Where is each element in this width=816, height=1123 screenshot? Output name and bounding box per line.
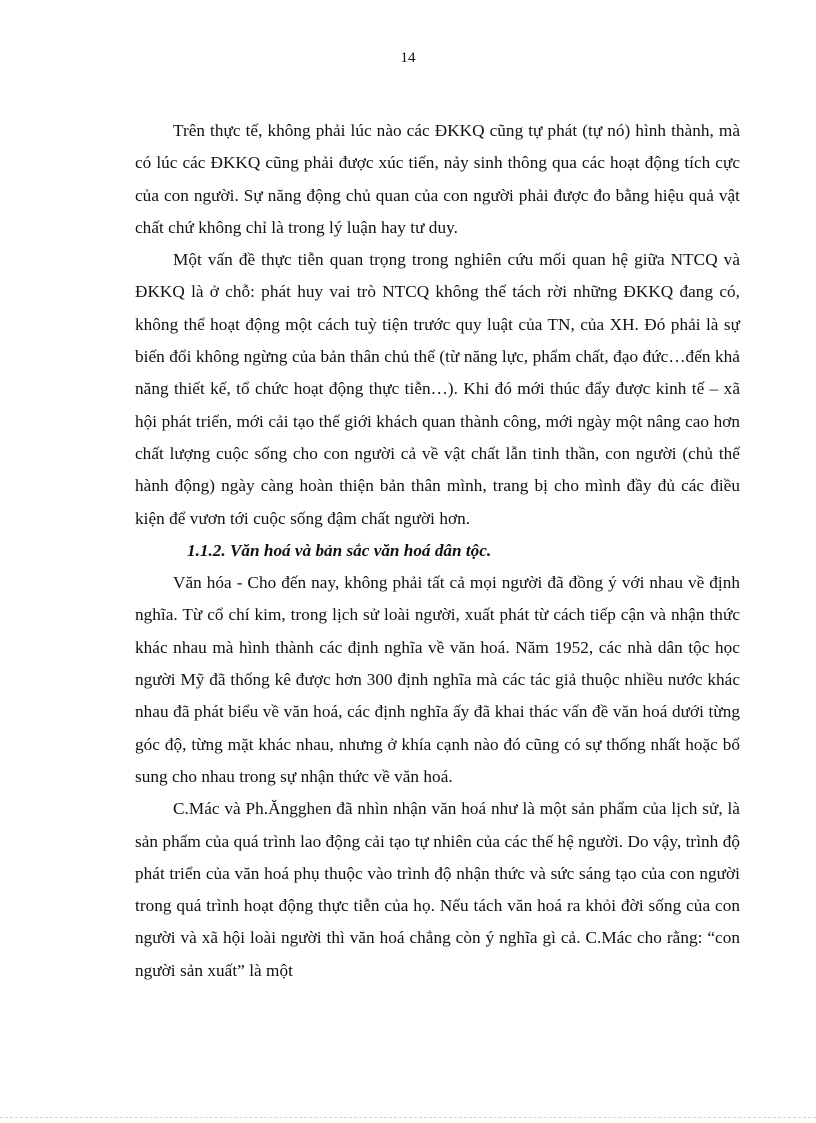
section-heading: 1.1.2. Văn hoá và bản sắc văn hoá dân tộc.	[187, 540, 492, 560]
paragraph-marx-engels: C.Mác và Ph.Ăngghen đã nhìn nhận văn hoá như là một sản phẩm của lịch sử, là sản phẩm của quá trình lao động cải tạo tự nhiên của các thế hệ người. Do vậy, trình độ phát triển của văn hoá phụ thuộc vào trình độ nhận thức và sức sáng tạo của con người trong quá trình hoạt động thực tiễn của họ. Nếu tách văn hoá ra khỏi đời sống của con người và xã hội loài người thì văn hoá chẳng còn ý nghĩa gì cả. C.Mác cho rằng: “con người sản xuất” là một	[135, 799, 740, 980]
paragraph-culture-definition: Văn hóa - Cho đến nay, không phải tất cả mọi người đã đồng ý với nhau về định nghĩa. Từ cổ chí kim, trong lịch sử loài người, xuất phát từ cách tiếp cận và nhận thức khác nhau mà hình thành các định nghĩa về văn hoá. Năm 1952, các nhà dân tộc học người Mỹ đã thống kê được hơn 300 định nghĩa mà các tác giả thuộc nhiều nước khác nhau đã phát biểu về văn hoá, các định nghĩa ấy đã khai thác vấn đề văn hoá dưới từng góc độ, từng mặt khác nhau, nhưng ở khía cạnh nào đó cũng có sự thống nhất hoặc bổ sung cho nhau trong sự nhận thức về văn hoá.	[135, 573, 740, 786]
paragraph-subjective-objective-conditions: Trên thực tế, không phải lúc nào các ĐKKQ cũng tự phát (tự nó) hình thành, mà có lúc các ĐKKQ cũng phải được xúc tiến, nảy sinh thông qua các hoạt động tích cực của con người. Sự năng động chủ quan của con người phải được đo bằng hiệu quả vật chất chứ không chỉ là trong lý luận hay tư duy.	[135, 121, 740, 237]
page-number: 14	[400, 50, 416, 66]
paragraph-practical-issue: Một vấn đề thực tiễn quan trọng trong nghiên cứu mối quan hệ giữa NTCQ và ĐKKQ là ở chỗ: phát huy vai trò NTCQ không thể tách rời những ĐKKQ đang có, không thể hoạt động một cách tuỳ tiện trước quy luật của TN, của XH. Đó phải là sự biến đổi không ngừng của bản thân chủ thể (từ năng lực, phẩm chất, đạo đức…đến khả năng thiết kế, tổ chức hoạt động thực tiễn…). Khi đó mới thúc đẩy được kinh tế – xã hội phát triển, mới cải tạo thế giới khách quan thành công, mới ngày một nâng cao hơn chất lượng cuộc sống cho con người cả về vật chất lẫn tinh thần, con người (chủ thể hành động) ngày càng hoàn thiện bản thân mình, trang bị cho mình đầy đủ các điều kiện để vươn tới cuộc sống đậm chất người hơn.	[135, 250, 740, 528]
document-body	[135, 115, 740, 987]
bottom-divider	[0, 1117, 816, 1118]
